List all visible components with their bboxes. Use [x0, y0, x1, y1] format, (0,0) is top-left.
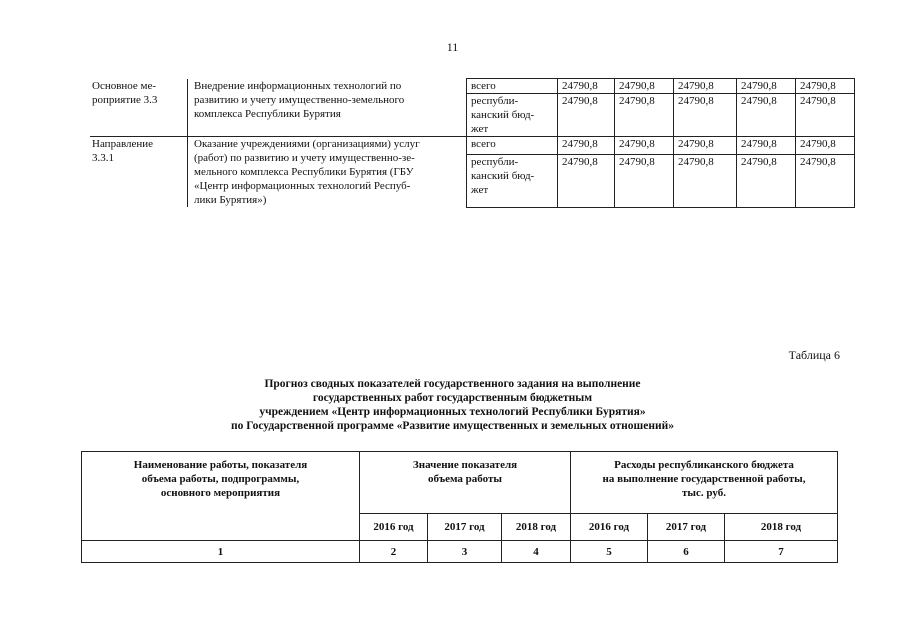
year-header: 2017 год: [648, 514, 725, 541]
funding-source: всего: [467, 79, 558, 94]
amount-cell: 24790,8: [796, 155, 855, 207]
year-header: 2016 год: [360, 514, 428, 541]
amount-cell: 24790,8: [796, 79, 855, 94]
column-number: 6: [648, 541, 725, 563]
amount-cell: 24790,8: [796, 137, 855, 155]
amount-cell: 24790,8: [674, 155, 737, 207]
page-number: 11: [446, 40, 459, 54]
amount-cell: 24790,8: [558, 94, 615, 137]
table-title: [0, 377, 905, 433]
amount-cell: 24790,8: [674, 94, 737, 137]
header-volume-value: Значение показателя объема работы: [360, 452, 571, 514]
funding-source: республи- канский бюд- жет: [467, 155, 558, 207]
budget-table: [90, 78, 855, 208]
table-row: [90, 137, 855, 155]
column-number: 3: [428, 541, 502, 563]
amount-cell: 24790,8: [674, 137, 737, 155]
amount-cell: 24790,8: [796, 94, 855, 137]
column-number: 7: [725, 541, 838, 563]
activity-description: Оказание учреждениями (организациями) услуг (работ) по развитию и учету имущественно-зе- мельного комплекса Республики Бурятия (ГБУ «Центр информационных технологий Респуб- лики Бурятия»): [188, 137, 467, 208]
activity-name: Направление 3.3.1: [90, 137, 188, 208]
amount-cell: 24790,8: [615, 94, 674, 137]
table-label: Таблица 6: [788, 348, 840, 362]
amount-cell: 24790,8: [615, 155, 674, 207]
column-number: 5: [571, 541, 648, 563]
amount-cell: 24790,8: [558, 137, 615, 155]
table-row: [90, 79, 855, 94]
year-header: 2018 год: [502, 514, 571, 541]
amount-cell: 24790,8: [615, 79, 674, 94]
column-number: 4: [502, 541, 571, 563]
amount-cell: 24790,8: [737, 94, 796, 137]
title-line: учреждением «Центр информационных технологий Республики Бурятия»: [259, 406, 646, 418]
activity-name: Основное ме- роприятие 3.3: [90, 79, 188, 137]
amount-cell: 24790,8: [674, 79, 737, 94]
year-header: 2016 год: [571, 514, 648, 541]
amount-cell: 24790,8: [558, 79, 615, 94]
amount-cell: 24790,8: [737, 137, 796, 155]
column-number: 1: [82, 541, 360, 563]
forecast-table: [81, 451, 838, 563]
title-line: государственных работ государственным бюджетным: [312, 392, 593, 404]
amount-cell: 24790,8: [615, 137, 674, 155]
title-line: Прогноз сводных показателей государственного задания на выполнение: [264, 378, 641, 390]
amount-cell: 24790,8: [558, 155, 615, 207]
funding-source: республи- канский бюд- жет: [467, 94, 558, 137]
amount-cell: 24790,8: [737, 79, 796, 94]
year-header: 2018 год: [725, 514, 838, 541]
amount-cell: 24790,8: [737, 155, 796, 207]
funding-source: всего: [467, 137, 558, 155]
activity-description: Внедрение информационных технологий по развитию и учету имущественно-земельного комплекса Республики Бурятия: [188, 79, 467, 137]
year-header: 2017 год: [428, 514, 502, 541]
title-line: по Государственной программе «Развитие имущественных и земельных отношений»: [231, 420, 674, 432]
column-number: 2: [360, 541, 428, 563]
header-budget-expenses: Расходы республиканского бюджета на выполнение государственной работы, тыс. руб.: [571, 452, 838, 514]
header-work-name: Наименование работы, показателя объема работы, подпрограммы, основного мероприятия: [82, 452, 360, 541]
